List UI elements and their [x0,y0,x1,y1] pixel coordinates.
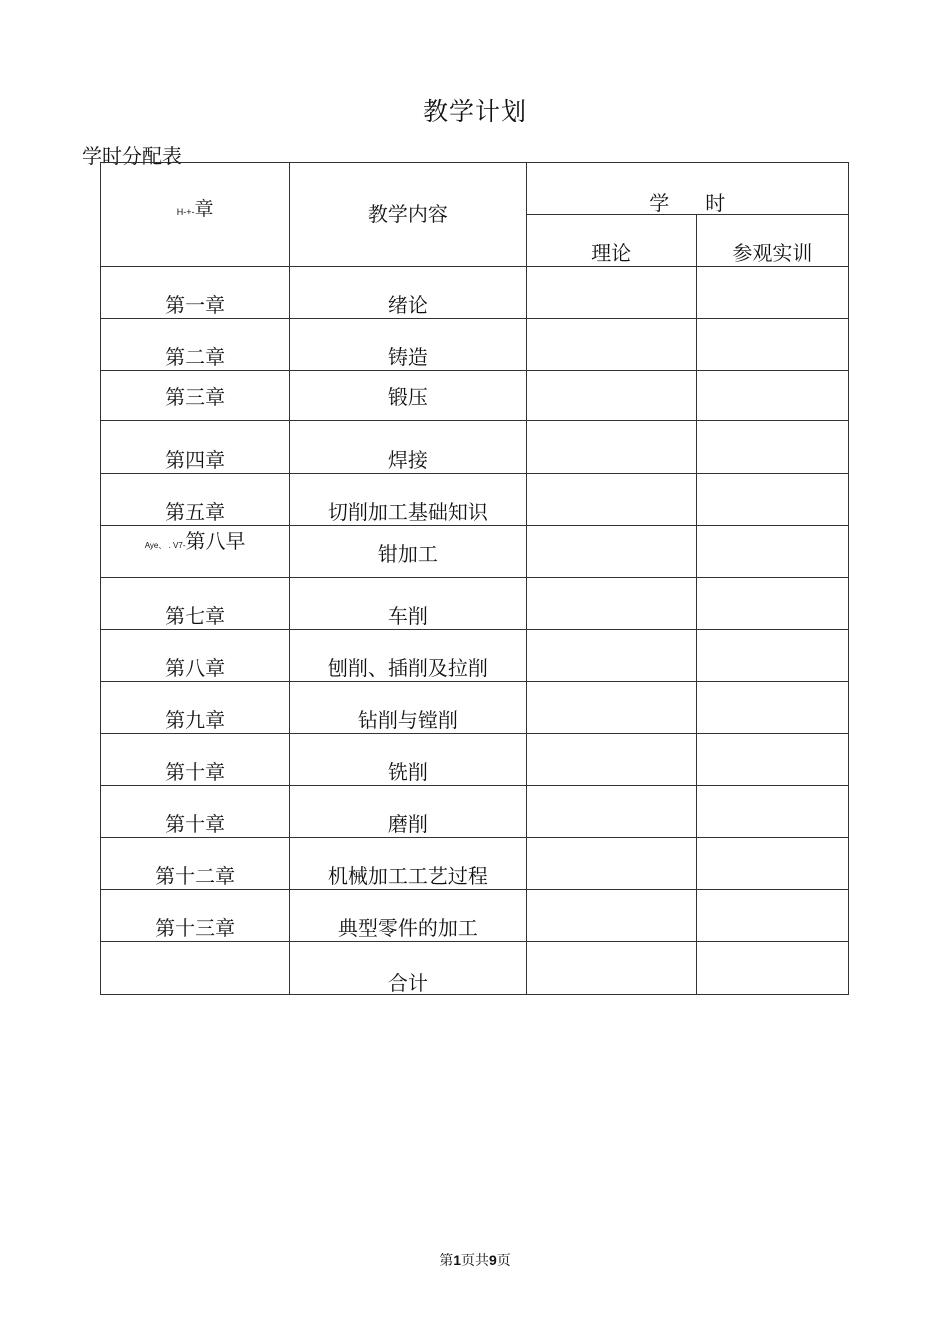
table-row [101,474,849,526]
table-row [101,578,849,630]
hours-allocation-table [100,162,849,995]
row-chapter-prefix: Aye、 . V7- [144,541,186,550]
row-chapter: 第九章 [165,708,226,732]
row-content: 锻压 [387,385,428,409]
row-practice [697,992,848,994]
table-row [101,734,849,786]
header-practice [696,215,848,267]
footer-middle: 页共 [461,1253,489,1269]
footer-suffix: 页 [496,1253,511,1269]
table-row [101,786,849,838]
row-content: 机械加工工艺过程 [327,864,488,888]
row-chapter: 第七章 [165,604,226,628]
row-chapter: 第四章 [165,448,226,472]
row-chapter: 第十章 [165,812,226,836]
row-content: 铣削 [387,760,428,784]
header-theory-label: 理论 [591,241,632,265]
row-chapter: 第十章 [165,760,226,784]
table-row [101,421,849,474]
row-theory [527,992,696,994]
row-content: 刨削、插削及拉削 [327,656,488,680]
row-chapter: 第十三章 [155,916,236,940]
row-content: 绪论 [387,293,428,317]
row-chapter: 第五章 [165,500,226,524]
row-chapter: 第八章 [165,656,226,680]
table-row [101,267,849,319]
row-content: 磨削 [387,812,428,836]
table-row [101,526,849,578]
header-chapter [101,163,290,267]
total-label: 合计 [387,971,428,995]
header-theory [526,215,696,267]
row-chapter: 第十二章 [155,864,236,888]
page-footer [0,1250,950,1270]
table-subtitle: 学时分配表 [82,144,182,168]
row-content: 典型零件的加工 [337,916,478,940]
row-content: 车削 [387,604,428,628]
row-content: 焊接 [387,448,428,472]
footer-prefix: 第 [439,1253,454,1269]
document-title: 教学计划 [422,97,527,126]
table-row [101,319,849,371]
row-content: 钻削与镗削 [357,708,458,732]
row-theory [527,408,696,420]
row-practice [697,408,848,420]
row-theory [527,557,696,577]
row-content: 钳加工 [377,542,438,566]
header-content-label: 教学内容 [367,201,448,226]
row-chapter: 第八早 [185,529,246,553]
table-row [101,682,849,734]
row-content: 切削加工基础知识 [327,500,488,524]
footer-total-pages: 9 [489,1252,497,1268]
table-row [101,890,849,942]
row-chapter: 第三章 [165,385,226,409]
table-row [101,838,849,890]
row-chapter: 第一章 [165,293,226,317]
footer-page-number: 1 [453,1252,461,1268]
row-practice [697,557,848,577]
header-chapter-prefix: H-+- [176,207,195,217]
row-chapter: 第二章 [165,345,226,369]
table-row-total [101,942,849,995]
header-hours-label: 学时 [649,191,762,215]
header-hours [526,163,848,215]
table-row [101,630,849,682]
row-content: 铸造 [387,345,428,369]
header-chapter-label: 章 [194,198,214,220]
header-practice-label: 参观实训 [732,241,813,265]
table-row [101,371,849,421]
row-chapter [101,992,289,994]
header-content [290,163,526,267]
